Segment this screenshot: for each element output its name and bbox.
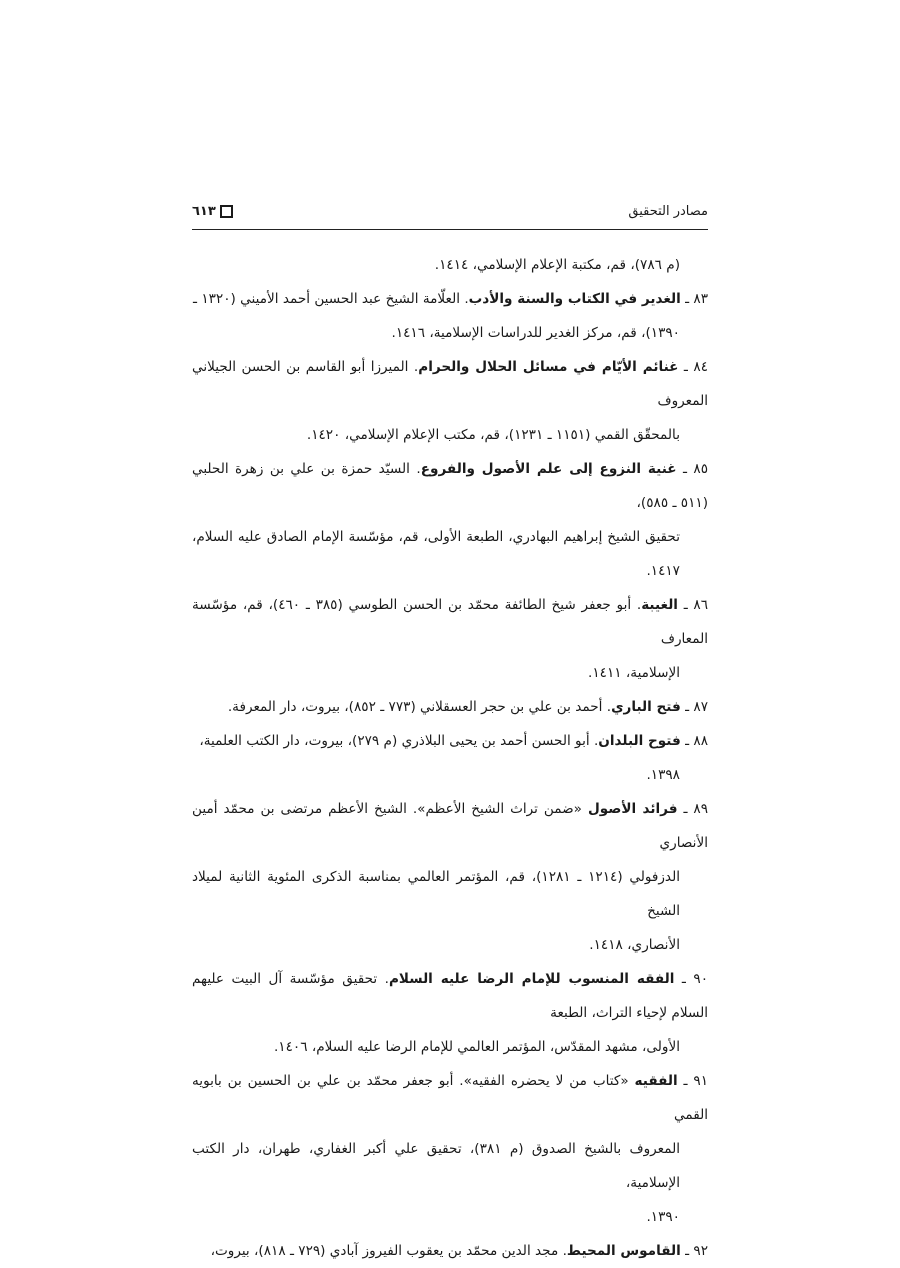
entry-line [192,248,708,282]
entry-line [192,350,708,418]
entry-text: بالمحقّق القمي (١١٥١ ـ ١٢٣١)، قم، مكتب الإعلام الإسلامي، ١٤٢٠. [306,427,680,443]
entry-title: فتح الباري [611,699,681,715]
bibliography-entry [192,690,708,724]
entry-text: «كتاب من لا يحضره الفقيه». أبو جعفر محمّد بن علي بن الحسين بن بابويه القمي [192,1073,708,1123]
entry-line [192,452,708,520]
entry-title: فتوح البلدان [598,733,681,749]
entry-line [192,792,708,860]
entry-line [192,282,708,316]
entry-text: . السيّد حمزة بن علي بن زهرة الحلبي (٥١١ ـ ٥٨٥)، [192,461,708,511]
entry-line [192,962,708,1030]
header-rule [192,229,708,230]
bibliography-entry [192,1064,708,1234]
entry-line [192,1234,708,1268]
bibliography-entry [192,350,708,452]
entry-text: (م ٧٨٦)، قم، مكتبة الإعلام الإسلامي، ١٤١٤. [434,257,680,273]
entry-line [192,690,708,724]
entry-title: غنية النزوع إلى علم الأصول والفروع [420,461,677,477]
page-header [192,200,708,228]
entry-line [192,656,708,690]
running-title: مصادر التحقيق [628,204,708,219]
entry-text: الأولى، مشهد المقدّس، المؤتمر العالمي للإمام الرضا عليه السلام، ١٤٠٦. [273,1039,680,1055]
entry-title: الفقيه [634,1073,678,1089]
bibliography-entry [192,248,708,282]
entry-line [192,860,708,928]
page-number: ٦١٣ [192,204,216,219]
bibliography-entry [192,724,708,792]
entry-title: غنائم الأيّام في مسائل الحلال والحرام [418,359,679,375]
entry-text: . مجد الدين محمّد بن يعقوب الفيروز آبادي (٧٢٩ ـ ٨١٨)، بيروت، [210,1243,567,1259]
entry-number: ٨٧ ـ [680,699,708,715]
entry-number: ٨٥ ـ [676,461,709,477]
entry-number: ٨٦ ـ [677,597,709,613]
entry-title: الفقه المنسوب للإمام الرضا عليه السلام [388,971,675,987]
entry-text: الأنصاري، ١٤١٨. [589,937,680,953]
bibliography-entry [192,452,708,588]
entry-line [192,1064,708,1132]
page-number-block [192,204,233,219]
entry-title: القاموس المحيط [566,1243,681,1259]
entry-number: ٨٤ ـ [678,359,708,375]
entry-text: . أبو جعفر شيخ الطائفة محمّد بن الحسن الطوسي (٣٨٥ ـ ٤٦٠)، قم، مؤسّسة المعارف [192,597,708,647]
entry-text: . العلّامة الشيخ عبد الحسين أحمد الأميني (١٣٢٠ ـ [193,291,469,307]
entry-line [192,724,708,758]
entry-text: «ضمن تراث الشيخ الأعظم». الشيخ الأعظم مرتضى بن محمّد أمين الأنصاري [192,801,708,851]
entry-text: الدزفولي (١٢١٤ ـ ١٢٨١)، قم، المؤتمر العالمي بمناسبة الذكرى المئوية الثانية لميلاد الشيخ [192,869,680,919]
entry-line [192,316,708,350]
entry-text: . تحقيق مؤسّسة آل البيت عليهم السلام لإحياء التراث، الطبعة [192,971,708,1021]
bibliography-entry [192,588,708,690]
bibliography-entry [192,792,708,962]
entry-text: تحقيق الشيخ إبراهيم البهادري، الطبعة الأولى، قم، مؤسّسة الإمام الصادق عليه السلام، ١٤١٧. [192,529,680,579]
entry-text: ١٣٩٨. [646,767,680,783]
entry-text: . أبو الحسن أحمد بن يحيى البلاذري (م ٢٧٩)، بيروت، دار الكتب العلمية، [199,733,599,749]
entry-text: الإسلامية، ١٤١١. [588,665,680,681]
entry-number: ٩٠ ـ [674,971,708,987]
entry-title: الغيبة [641,597,678,613]
entry-title: فرائد الأصول [587,801,678,817]
entry-text: . الميرزا أبو القاسم بن الحسن الجيلاني المعروف [192,359,708,409]
entry-text: ١٣٩٠)، قم، مركز الغدير للدراسات الإسلامية، ١٤١٦. [391,325,680,341]
bibliography-entry [192,282,708,350]
bibliography-entry [192,1234,708,1268]
bibliography-entry [192,962,708,1064]
entry-line [192,1132,708,1200]
entry-line [192,418,708,452]
entry-line [192,758,708,792]
entry-number: ٨٩ ـ [677,801,709,817]
entry-text: . أحمد بن علي بن حجر العسقلاني (٧٧٣ ـ ٨٥٢)، بيروت، دار المعرفة. [227,699,612,715]
entry-number: ٨٨ ـ [680,733,708,749]
entry-line [192,928,708,962]
entry-text: ١٣٩٠. [646,1209,680,1225]
entry-title: الغدير في الكتاب والسنة والأدب [468,291,681,307]
entry-line [192,1030,708,1064]
entry-line [192,520,708,588]
square-icon [220,205,233,218]
entry-text: المعروف بالشيخ الصدوق (م ٣٨١)، تحقيق علي أكبر الغفاري، طهران، دار الكتب الإسلامية، [192,1141,680,1191]
entry-number: ٩٢ ـ [680,1243,708,1259]
entry-line [192,588,708,656]
entry-line [192,1200,708,1234]
entry-number: ٩١ ـ [677,1073,708,1089]
bibliography-list [192,248,708,1268]
entry-number: ٨٣ ـ [680,291,708,307]
